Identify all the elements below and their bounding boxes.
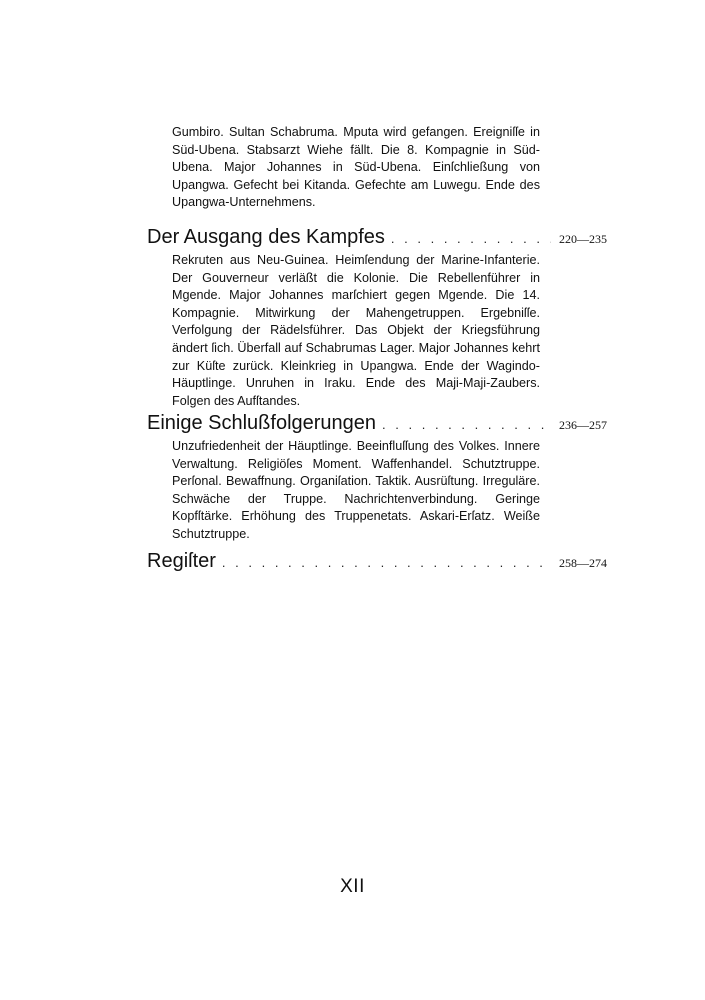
toc-entry-register xyxy=(147,550,607,576)
entry-page-range: 220—235 xyxy=(559,232,607,246)
page-number: XII xyxy=(340,876,365,897)
entry-page-range: 258—274 xyxy=(559,556,607,570)
dot-leader xyxy=(385,231,551,246)
toc-entry-schlussfolgerungen xyxy=(147,412,607,438)
toc-entry-ausgang xyxy=(147,226,607,252)
entry-title: Der Ausgang des Kampfes xyxy=(147,226,385,248)
entry-title: Einige Schlußfolgerungen xyxy=(147,412,377,434)
entry-summary-ausgang: Rekruten aus Neu-Guinea. Heimſendung der Marine-Infanterie. Der Gouverneur verläßt die Kolonie. Die Rebellenführer in Mgende. Major Johannes marſchiert gegen Mgende. Die 14. Kompagnie. Mitwirkung der Mahengetruppen. Ergebniſſe. Verfolgung der Rädelsführer. Das Objekt der Kriegsführung ändert ſich. Überfall auf Schabrumas Lager. Major Johannes kehrt zur Küſte zurück. Kleinkrieg in Upangwa. Ende der Wagindo-Häuptlinge. Unruhen in Iraku. Ende des Maji-Maji-Zaubers. Folgen des Aufſtandes. xyxy=(172,253,540,408)
entry-page-range: 236—257 xyxy=(559,418,607,432)
entry-title: Regiſter xyxy=(147,550,216,572)
dot-leader xyxy=(376,417,551,432)
continuation-summary: Gumbiro. Sultan Schabruma. Mputa wird gefangen. Ereigniſſe in Süd-Ubena. Stabsarzt Wiehe fällt. Die 8. Kompagnie in Süd-Ubena. Major Johannes in Süd-Ubena. Einſchließung von Upangwa. Gefecht bei Kitanda. Gefechte am Luwegu. Ende des Upangwa-Unternehmens. xyxy=(172,125,540,210)
entry-summary-schlussfolgerungen: Unzufriedenheit der Häuptlinge. Beeinfluſſung des Volkes. Innere Verwaltung. Religiöſes Moment. Waffenhandel. Schutztruppe. Perſonal. Bewaffnung. Organiſation. Taktik. Ausrüſtung. Irreguläre. Schwäche der Truppe. Nachrichtenverbindung. Geringe Kopfſtärke. Erhöhung des Truppenetats. Askari-Erſatz. Weiße Schutztruppe. xyxy=(172,439,540,541)
dot-leader xyxy=(216,555,551,570)
